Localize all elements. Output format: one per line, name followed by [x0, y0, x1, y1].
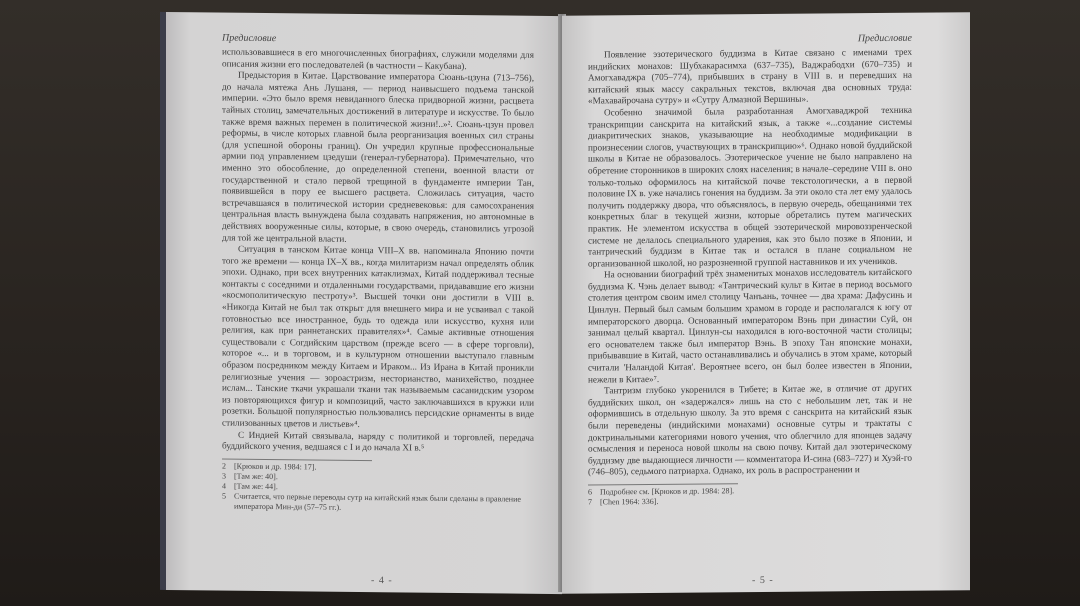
footnote — [588, 495, 908, 508]
footnote-text: [Крюков и др. 1984: 17]. — [234, 461, 317, 472]
footnotes — [588, 483, 738, 507]
open-book — [150, 14, 970, 596]
paragraph: На основании биографий трёх знаменитых монахов исследователь китайского буддизма К. Чэнь делает вывод: «Тантрический культ в Китае в период восьмого столетия центром своим имел столицу Чанъань, точнее — два храма: Дафусинь и Цинлун. Первый был самым большим храмом в городе и располагался к югу от императорского дворца. Основанный императором Вэнь при династии Суй, он занимал целый квартал. Цинлун-сы находился в юго-восточной части столицы; его основателем также был император Вэнь. В эпоху Тан японские монахи, прибывавшие в Китай, часто останавливались и обучались в этом храме, который считали 'Наландой Китая'. Вероятнее всего, он был более известен в Японии, нежели в Китае»⁷. — [588, 267, 912, 385]
footnote-number: 2 — [222, 461, 226, 471]
footnote-text: [Chen 1964: 336]. — [600, 496, 659, 507]
footnote-number: 3 — [222, 471, 226, 481]
running-head: Предисловие — [857, 32, 912, 45]
paragraph: Предыстория в Китае. Царствование императора Сюань-цзуна (713–756), до начала мятежа Ань Лушаня, — период наивысшего подъема танской империи. «Это было время невиданного блеска придворной жизни, расцвета тайных столиц, замечательных достижений в литературе и искусстве. То было также время важных перемен в политической жизни!..»². Сюань-цзун провел реформы, в числе которых главной была реорганизация военных сил страны (для успешной обороны границ). Он учредил крупные профессиональные армии под управлением цзедуши (генерал-губернатора). Примечательно, что именно это обособление, до определенной степени, военной власти от государственной и стало первой трещиной в фундаменте империи Тан, появившейся в пору ее высшего расцвета. Сложилась ситуация, часто встречавшаяся в политической истории средневековья: для самосохранения центральная власть вынуждена была создавать напряжения, но автономные в действиях вооруженные силы, которые, в свою очередь, становились угрозой для той же центральной власти. — [222, 69, 534, 244]
left-page — [160, 12, 562, 594]
footnote-text: Подробнее см. [Крюков и др. 1984: 28]. — [600, 486, 735, 497]
footnote-number: 4 — [222, 481, 226, 491]
running-head: Предисловие — [222, 32, 277, 45]
footnote-number: 5 — [222, 491, 226, 501]
footnote-number: 6 — [588, 487, 592, 497]
paragraph: Появление эзотерического буддизма в Китае связано с именами трех индийских монахов: Шубхакарасимха (637–735), Ваджрабодхи (670–735) и Амогхаваджра (705–774), прибывших в страну в VIII в. и переведших на китайский язык массу сакральных текстов, включая два основных труда: «Махавайрочана сутру» и «Сутру Алмазной Вершины». — [588, 46, 912, 106]
paragraph: Ситуация в танском Китае конца VIII–X вв. напоминала Японию почти того же времени — конца IX–X вв., когда милитаризм начал определять облик эпохи. Однако, при всех внутренних катаклизмах, Китай поддерживал тесные контакты с соседними и отдаленными государствами, придававшие его жизни «космополитическую пестроту»³. Высшей точки они достигли в VIII в. «Никогда Китай не был так открыт для внешнего мира и не усваивал с такой готовностью все иностранное, будь то одежда или искусство, кухня или религия, как при раннетанских правителях»⁴. Самые активные отношения существовали с Согдийским царством (прежде всего — в сфере торговли), которое «... и в торговом, и в культурном отношении выступало главным образом посредником между Китаем и Ираком... Из Ирана в Китай проникли религиозные учения — зороастризм, несторианство, манихейство, позднее ислам... Танские ткачи украшали ткани так называемым сасанидским узором из повторяющихся фигур и композиций, часто заключавшихся в кружки или розетки. Большой популярностью пользовались персидские орнаменты в виде стилизованных цветов и листьев»⁴. — [222, 243, 534, 429]
footnote-text: Считается, что первые переводы сутр на китайский язык были сделаны в правление императора Мин-ди (57–75 гг.). — [234, 491, 521, 512]
body-text — [222, 47, 534, 456]
footnote-text: [Там же: 40]. — [234, 471, 278, 481]
footnote — [222, 491, 542, 514]
page-number: - 4 - — [371, 575, 393, 587]
page-number: - 5 - — [752, 574, 774, 587]
right-page — [562, 12, 970, 594]
paragraph: Тантризм глубоко укоренился в Тибете; в Китае же, в отличие от других буддийских школ, он «задержался» лишь на сто с небольшим лет, так и не оформившись в отдельную школу. За это время с санскрита на китайский язык были переведены (индийскими монахами) основные сутры и трактаты с доктринальными категориями нового учения, что облегчило для японцев задачу осмысления и переноса новой школы на свою почву. Китай дал эзотерическому буддизму две выдающиеся личности — комментатора И-сина (683–727) и Хуэй-го (746–805), седьмого патриарха. Однако, их роль в распространении и — [588, 382, 912, 477]
paragraph: Особенно значимой была разработанная Амогхаваджрой техника транскрипции санскрита на китайский язык, а также «...создание системы диакритических знаков, указывающие на необходимые модификации в произнесении слогов, участвующих в транскрипцию»⁶. Однако новой буддийской школы в Китае не образовалось. Эзотерическое учение не было направлено на обретение сторонников в широких слоях населения; в начале–середине VIII в. оно только-только оформилось на китайской почве текстологически, а в первой половине IX в. уже начались гонения на буддизм. За эти около ста лет ему удалось получить поддержку двора, что объяснялось, в первую очередь, обещаниями тех конкретных благ в текущей жизни, которые обретались путем магических практик. Не элементом искусства в общей эзотерической мировоззренческой системе не делалось специального ударения, как это было позже в Японии, и тантрический буддизм в Китае так и остался в плане социальном не организованной школой, но разрозненной группой наставников и их учеников. — [588, 104, 912, 269]
footnote-text: [Там же: 44]. — [234, 481, 278, 491]
paragraph: использовавшиеся в его многочисленных биографиях, служили моделями для описания жизни его последователей (в частности – Какубана). — [222, 46, 534, 71]
footnote-number: 7 — [588, 497, 592, 507]
paragraph: С Индией Китай связывала, наряду с политикой и торговлей, передача буддийского учения, ведшаяся с I и до начала XI в.⁵ — [222, 429, 534, 453]
body-text — [588, 47, 912, 479]
footnotes — [222, 458, 521, 513]
